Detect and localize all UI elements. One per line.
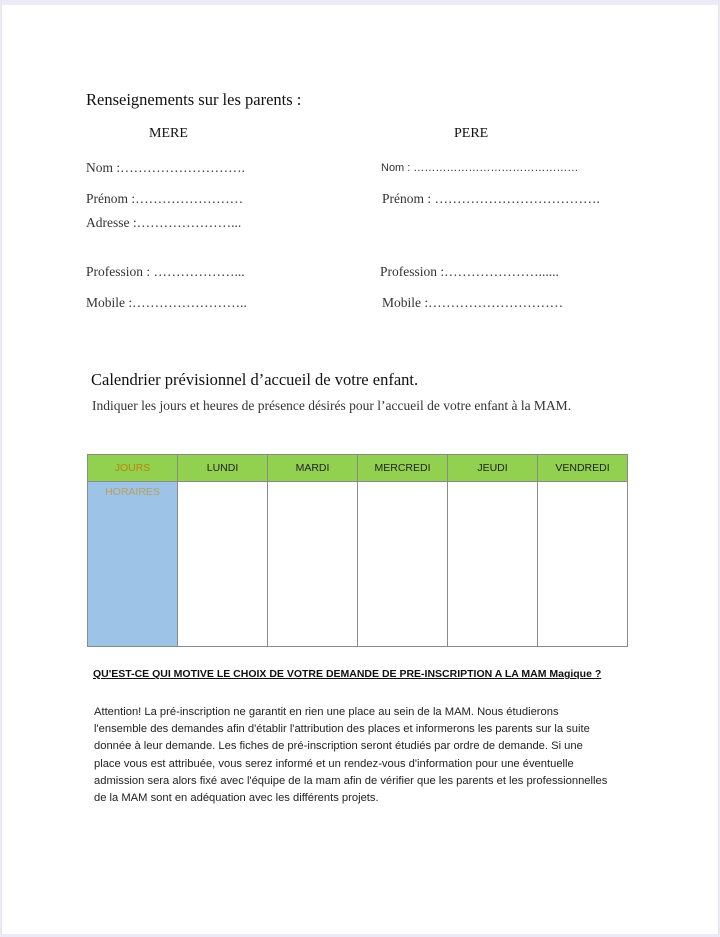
notice-line: admission sera alors fixé avec l'équipe de la mam afin de vérifier que les parents et les professionnelles <box>94 774 608 787</box>
schedule-cell-mardi[interactable] <box>268 482 358 647</box>
notice-line: Attention! La pré-inscription ne garantit en rien une place au sein de la MAM. Nous étudierons <box>94 706 559 718</box>
father-name-field[interactable]: Nom : ……………………………………… <box>381 162 579 174</box>
father-profession-field[interactable]: Profession :…………………...... <box>380 264 559 279</box>
day-header-vendredi: VENDREDI <box>538 455 628 482</box>
day-header-mardi: MARDI <box>268 455 358 482</box>
mother-firstname-field[interactable]: Prénom :…………………… <box>86 191 244 206</box>
schedule-hours-row <box>88 482 628 647</box>
schedule-cell-jeudi[interactable] <box>448 482 538 647</box>
schedule-table <box>87 454 628 647</box>
parents-section-title: Renseignements sur les parents : <box>86 90 302 109</box>
schedule-cell-vendredi[interactable] <box>538 482 628 647</box>
notice-line: place vous est attribuée, vous serez informé et un rendez-vous d'information pour une éventuelle <box>94 757 574 770</box>
father-mobile-field[interactable]: Mobile :………………………… <box>382 295 564 310</box>
notice-line: l'ensemble des demandes afin d'établir l'attribution des places et informerons les parents sur la suite <box>94 723 590 736</box>
calendar-instructions: Indiquer les jours et heures de présence désirés pour l’accueil de votre enfant à la MAM. <box>92 398 572 413</box>
father-column-heading: PERE <box>454 126 489 141</box>
schedule-cell-lundi[interactable] <box>178 482 268 647</box>
mother-profession-field[interactable]: Profession : ………………... <box>86 264 245 279</box>
mother-name-field[interactable]: Nom :………………………. <box>86 160 246 175</box>
hours-row-label: HORAIRES <box>88 482 178 647</box>
calendar-section-title: Calendrier prévisionnel d’accueil de votre enfant. <box>91 370 419 389</box>
motivation-question: QU'EST-CE QUI MOTIVE LE CHOIX DE VOTRE DEMANDE DE PRE-INSCRIPTION A LA MAM Magique ? <box>93 668 602 680</box>
notice-paragraph <box>94 704 654 807</box>
day-header-lundi: LUNDI <box>178 455 268 482</box>
mother-address-field[interactable]: Adresse :…………………... <box>86 215 242 230</box>
schedule-cell-mercredi[interactable] <box>358 482 448 647</box>
day-header-mercredi: MERCREDI <box>358 455 448 482</box>
day-header-jeudi: JEUDI <box>448 455 538 482</box>
document-page <box>1 5 719 934</box>
mother-column-heading: MERE <box>149 126 188 141</box>
schedule-header-row <box>88 455 628 482</box>
notice-line: donnée à leur demande. Les fiches de pré-inscription seront étudiés par ordre de demande. Si une <box>94 740 583 753</box>
days-corner-label: JOURS <box>88 455 178 482</box>
mother-mobile-field[interactable]: Mobile :…………………….. <box>86 295 247 310</box>
notice-line: de la MAM sont en adéquation avec les différents projets. <box>94 792 379 805</box>
father-firstname-field[interactable]: Prénom : ………………………………. <box>382 191 600 206</box>
